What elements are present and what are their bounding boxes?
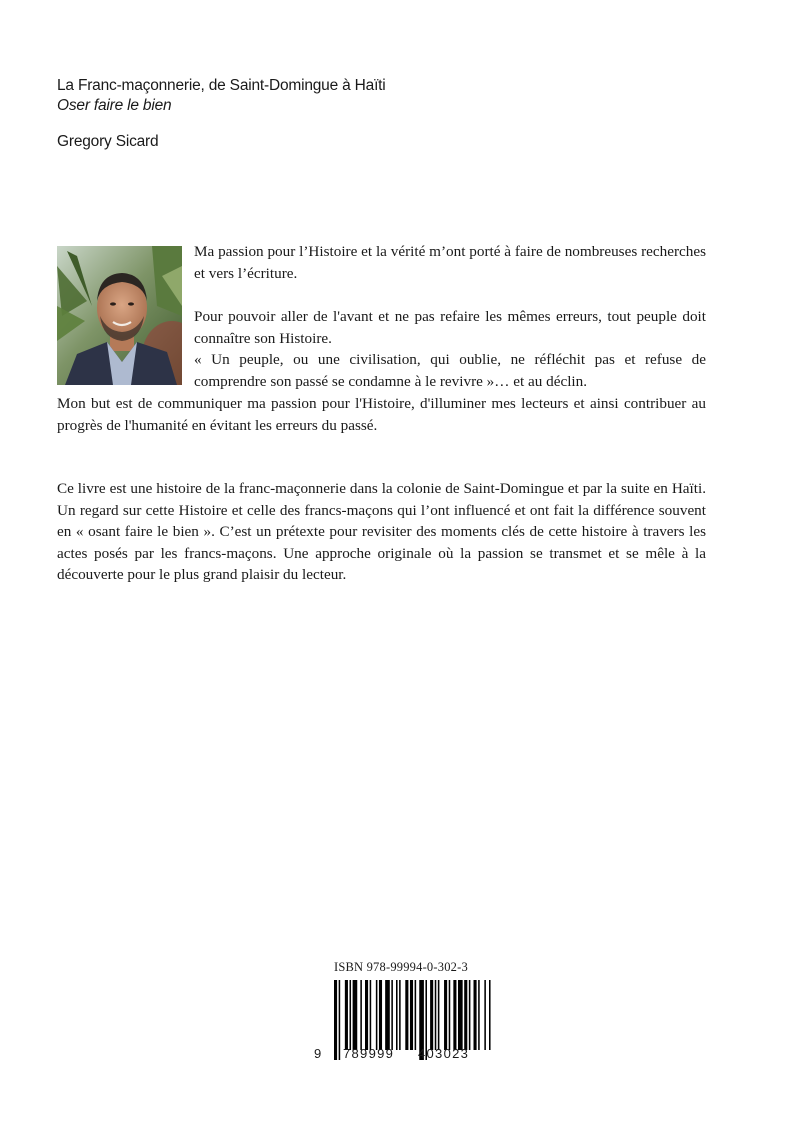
bio-quote: « Un peuple, ou une civilisation, qui oublie, ne réfléchit pas et refuse de comprendre son passé se condamne à le revivre »… et au déclin.	[194, 351, 706, 390]
barcode-digit-lead: 9	[314, 1046, 323, 1061]
author-name: Gregory Sicard	[57, 133, 159, 150]
bio-paragraph-4: Mon but est de communiquer ma passion pour l'Histoire, d'illuminer mes lecteurs et ainsi contribuer au progrès de l'humanité en évitant les erreurs du passé.	[57, 395, 706, 434]
author-photo	[57, 246, 182, 385]
book-summary: Ce livre est une histoire de la franc-maçonnerie dans la colonie de Saint-Domingue et par la suite en Haïti. Un regard sur cette Histoire et celle des francs-maçons qui l’ont influencé et ont fait la différence souvent en « osant faire le bien ». C’est un prétexte pour revisiter des moments clés de cette histoire à travers les actes posés par les francs-maçons. Une approche originale où la passion se transmet et se mêle à la découverte pour le plus grand plaisir du lecteur.	[57, 480, 706, 583]
isbn-label: ISBN 978-99994-0-302-3	[334, 960, 468, 974]
bio-paragraph-2: Pour pouvoir aller de l'avant et ne pas refaire les mêmes erreurs, tout peuple doit connaître son Histoire.	[194, 308, 706, 347]
book-subtitle: Oser faire le bien	[57, 97, 172, 114]
title-block	[57, 76, 657, 116]
barcode-digits-left: 789999	[343, 1046, 395, 1061]
book-title: La Franc-maçonnerie, de Saint-Domingue à Haïti	[57, 77, 386, 94]
barcode-digits-right: 403023	[418, 1046, 470, 1061]
bio-paragraph-1: Ma passion pour l’Histoire et la vérité m’ont porté à faire de nombreuses recherches et vers l’écriture.	[194, 243, 706, 282]
author-portrait-image	[57, 246, 182, 385]
